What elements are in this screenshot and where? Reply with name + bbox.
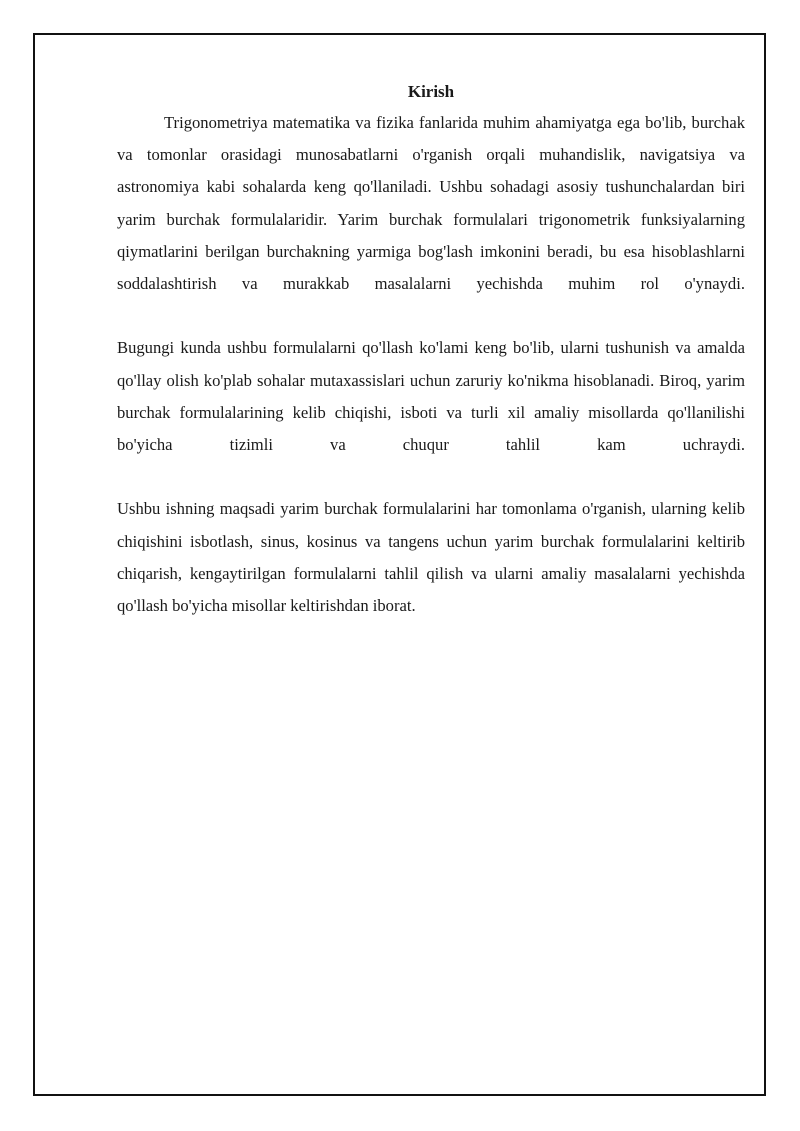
- paragraph-spacer: [117, 300, 745, 332]
- paragraph-intro: Trigonometriya matematika va fizika fanlarida muhim ahamiyatga ega bo'lib, burchak va tomonlar orasidagi munosabatlarni o'rganish orqali muhandislik, navigatsiya va astronomiya kabi sohalarda keng qo'llaniladi. Ushbu sohadagi asosiy tushunchalardan biri yarim burchak formulalaridir. Yarim burchak formulalari trigonometrik funksiyalarning qiymatlarini berilgan burchakning yarmiga bog'lash imkonini beradi, bu esa hisoblashlarni soddalashtirish va murakkab masalalarni yechishda muhim rol o'ynaydi.: [117, 113, 745, 294]
- document-body: [117, 80, 745, 622]
- paragraph-goal: Ushbu ishning maqsadi yarim burchak formulalarini har tomonlama o'rganish, ularning kelib chiqishini isbotlash, sinus, kosinus va tangens uchun yarim burchak formulalarini keltirib chiqarish, kengaytirilgan formulalarni tahlil qilish va ularni amaliy masalalarni yechishda qo'llash bo'yicha misollar keltirishdan iborat.: [117, 499, 745, 616]
- paragraph-spacer: [117, 461, 745, 493]
- paragraph-relevance: Bugungi kunda ushbu formulalarni qo'llash ko'lami keng bo'lib, ularni tushunish va amalda qo'llay olish ko'plab sohalar mutaxassislari uchun zaruriy ko'nikma hisoblanadi. Biroq, yarim burchak formulalarining kelib chiqishi, isboti va turli xil amaliy misollarda qo'llanilishi bo'yicha tizimli va chuqur tahlil kam uchraydi.: [117, 338, 745, 455]
- document-title: Kirish: [407, 82, 455, 101]
- page-frame: [33, 33, 766, 1096]
